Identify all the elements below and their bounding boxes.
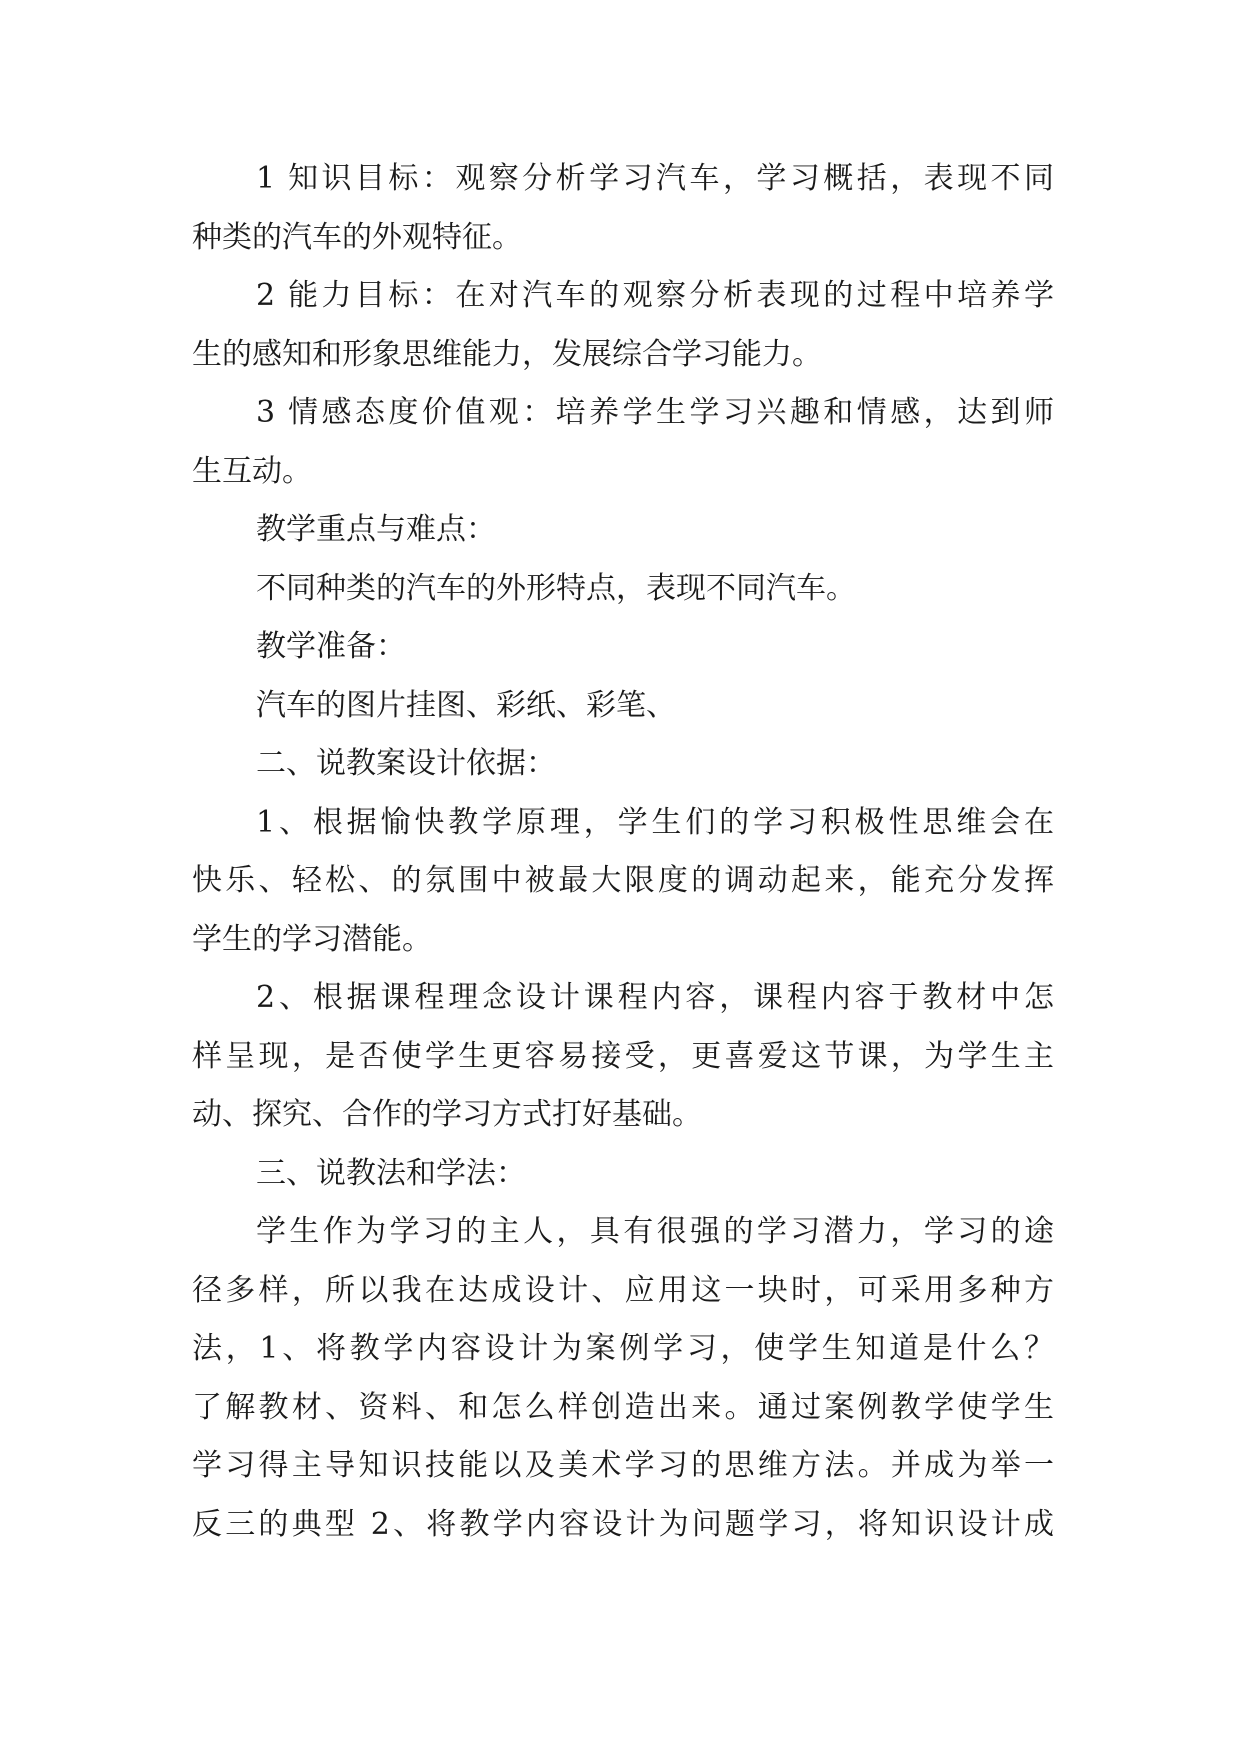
text-line: 种类的汽车的外观特征。 (192, 219, 522, 255)
text-line: 学生作为学习的主人，具有很强的学习潜力，学习的途 (256, 1214, 1054, 1249)
text-line: 反三的典型 2、将教学内容设计为问题学习，将知识设计成 (192, 1506, 1054, 1542)
body-text (192, 150, 1054, 1554)
text-line: 教学准备： (256, 629, 406, 664)
text-line: 径多样，所以我在达成设计、应用这一块时，可采用多种方 (192, 1272, 1054, 1308)
text-line: 不同种类的汽车的外形特点，表现不同汽车。 (256, 570, 856, 606)
text-line: 样呈现，是否使学生更容易接受，更喜爱这节课，为学生主 (192, 1038, 1054, 1074)
text-line: 3 情感态度价值观：培养学生学习兴趣和情感，达到师 (256, 395, 1054, 430)
text-line: 1、根据愉快教学原理，学生们的学习积极性思维会在 (256, 804, 1054, 840)
text-line: 快乐、轻松、的氛围中被最大限度的调动起来，能充分发挥 (192, 863, 1054, 898)
text-line: 二、说教案设计依据： (256, 746, 556, 781)
text-line: 教学重点与难点： (256, 512, 496, 547)
text-line: 了解教材、资料、和怎么样创造出来。通过案例教学使学生 (192, 1389, 1054, 1425)
text-line: 法，1、将教学内容设计为案例学习，使学生知道是什么？ (192, 1331, 1054, 1366)
text-line: 2、根据课程理念设计课程内容，课程内容于教材中怎 (256, 980, 1054, 1015)
text-line: 生的感知和形象思维能力，发展综合学习能力。 (192, 336, 822, 372)
text-line: 2 能力目标：在对汽车的观察分析表现的过程中培养学 (256, 278, 1054, 313)
text-line: 学习得主导知识技能以及美术学习的思维方法。并成为举一 (192, 1448, 1054, 1483)
text-line: 1 知识目标：观察分析学习汽车，学习概括，表现不同 (256, 161, 1054, 196)
text-line: 三、说教法和学法： (256, 1155, 526, 1191)
text-line: 学生的学习潜能。 (192, 921, 432, 957)
text-line: 生互动。 (192, 453, 312, 489)
text-line: 动、探究、合作的学习方式打好基础。 (192, 1097, 702, 1132)
text-line: 汽车的图片挂图、彩纸、彩笔、 (256, 687, 676, 723)
